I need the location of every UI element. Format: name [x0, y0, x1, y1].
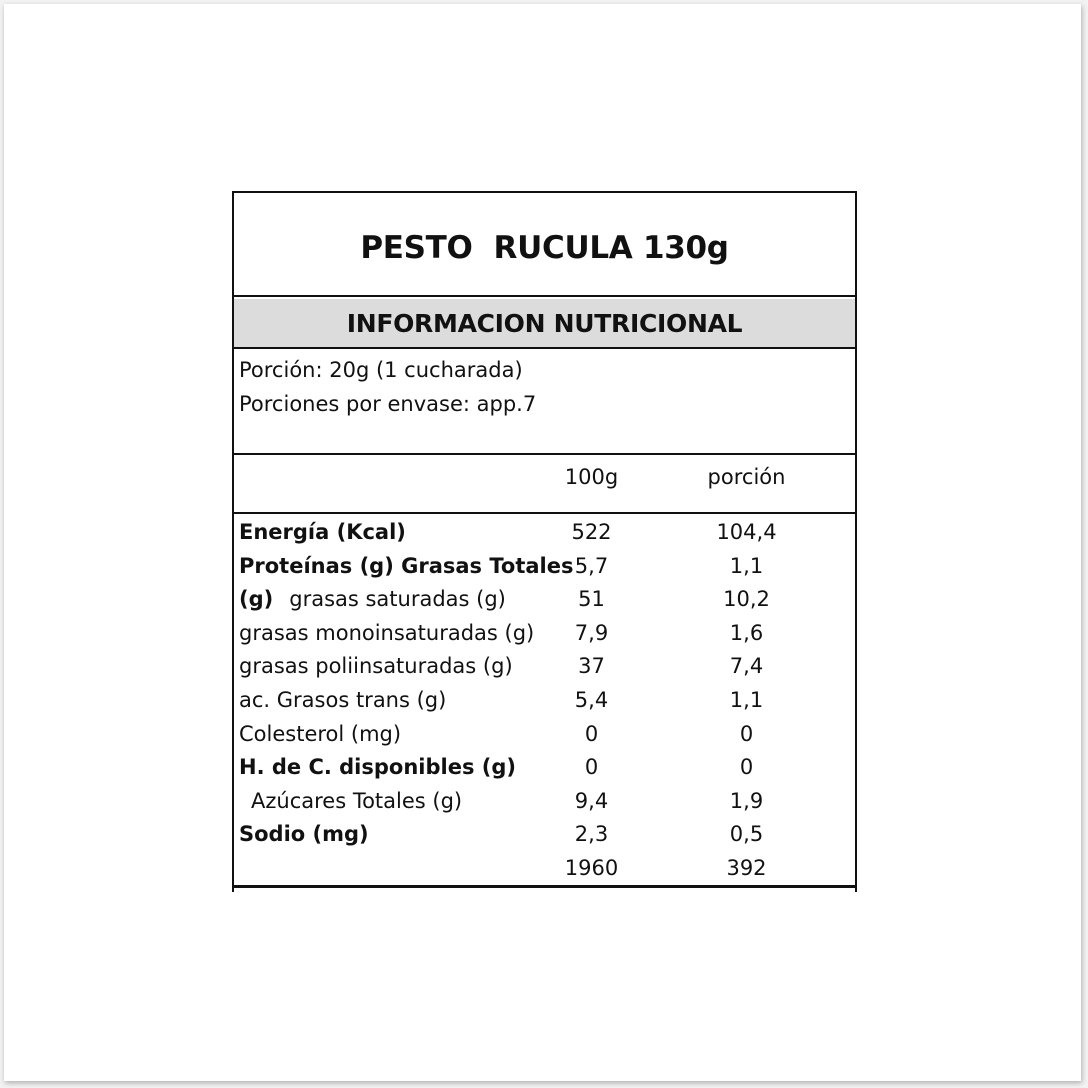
nutrient-name: grasas poliinsaturadas (g) — [239, 654, 513, 679]
nutrient-row-last — [234, 850, 855, 884]
nutrient-name: grasas monoinsaturadas (g) — [239, 620, 535, 645]
serving-info — [234, 349, 855, 455]
section-heading: INFORMACION NUTRICIONAL — [234, 299, 855, 349]
value-porcion: 392 — [726, 855, 767, 880]
value-porcion: 1,1 — [729, 687, 764, 712]
nutrient-name: Azúcares Totales (g) — [251, 788, 463, 813]
nutrient-table — [234, 514, 855, 884]
column-header-row — [234, 457, 855, 514]
value-porcion: 0 — [739, 721, 754, 746]
nutrient-row-proteinas — [234, 548, 855, 582]
serving-size: Porción: 20g (1 cucharada) — [239, 358, 523, 382]
nutrient-name: Proteínas (g) Grasas Totales — [239, 553, 574, 578]
value-porcion: 1,1 — [729, 553, 764, 578]
nutrient-row-grasas-saturadas — [234, 581, 855, 615]
nutrient-name — [239, 586, 506, 612]
value-100g: 9,4 — [574, 788, 609, 813]
value-porcion: 104,4 — [716, 520, 777, 544]
nutrient-name: Sodio (mg) — [239, 822, 369, 847]
nutrient-row-trans — [234, 682, 855, 716]
nutrient-subname: grasas saturadas (g) — [289, 587, 506, 612]
value-100g: 37 — [578, 654, 605, 679]
column-header-porcion: porción — [707, 465, 786, 489]
nutrient-row-azucares — [234, 783, 855, 817]
nutrient-name: ac. Grasos trans (g) — [239, 687, 447, 712]
nutrient-row-colesterol — [234, 716, 855, 750]
value-100g: 7,9 — [574, 620, 609, 645]
nutrient-row-monoinsaturadas — [234, 615, 855, 649]
value-100g: 5,4 — [574, 687, 609, 712]
value-100g: 1960 — [564, 855, 619, 880]
value-porcion: 7,4 — [729, 654, 764, 679]
value-100g: 0 — [584, 755, 599, 780]
value-100g: 0 — [584, 721, 599, 746]
nutrient-name-unit: (g) — [239, 587, 274, 612]
nutrient-row-carbohidratos — [234, 749, 855, 783]
nutrient-row-energia — [234, 514, 855, 548]
value-100g: 522 — [571, 520, 612, 544]
nutrient-row-sodio — [234, 816, 855, 850]
nutrient-name: Energía (Kcal) — [239, 520, 406, 544]
value-100g: 51 — [578, 587, 605, 612]
product-title: PESTO RUCULA 130g — [234, 193, 855, 297]
nutrient-name: Colesterol (mg) — [239, 721, 402, 746]
value-porcion: 1,9 — [729, 788, 764, 813]
bottom-rule — [232, 885, 857, 888]
value-100g: 5,7 — [574, 553, 609, 578]
value-porcion: 10,2 — [723, 587, 770, 612]
column-header-100g: 100g — [564, 465, 619, 489]
value-porcion: 0,5 — [729, 822, 764, 847]
nutrition-label — [232, 191, 857, 892]
value-100g: 2,3 — [574, 822, 609, 847]
servings-per-container: Porciones por envase: app.7 — [239, 392, 537, 416]
value-porcion: 0 — [739, 755, 754, 780]
nutrient-name: H. de C. disponibles (g) — [239, 755, 516, 780]
value-porcion: 1,6 — [729, 620, 764, 645]
nutrient-row-poliinsaturadas — [234, 648, 855, 682]
